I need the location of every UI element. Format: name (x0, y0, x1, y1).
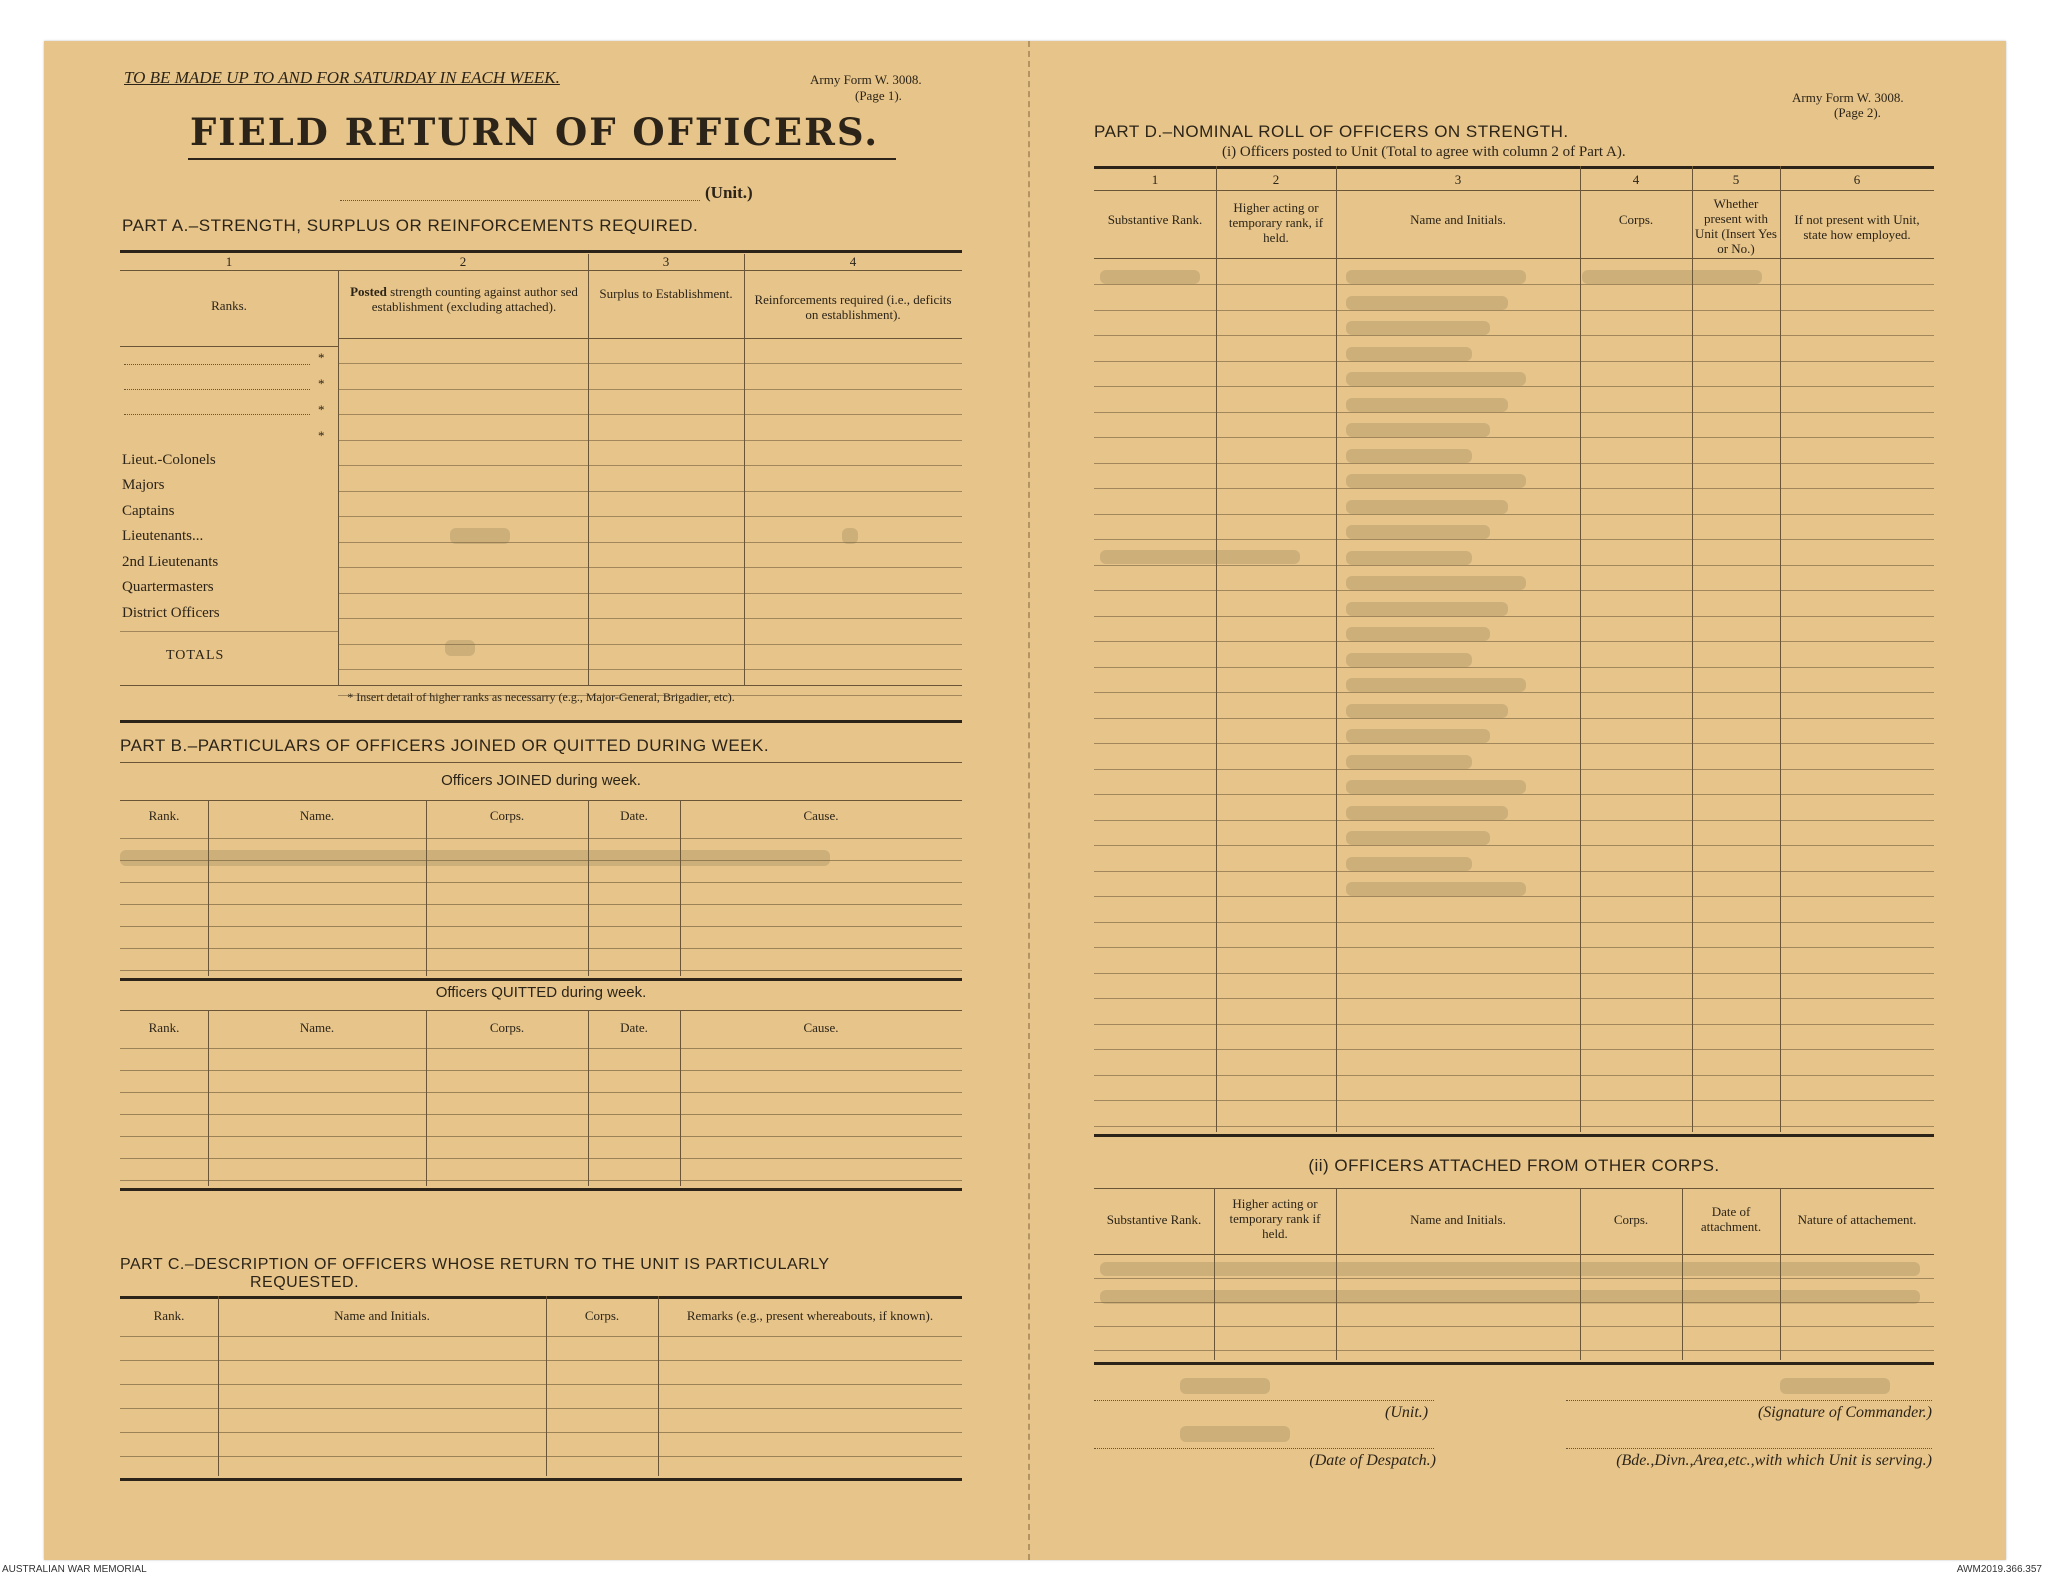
section-rule (120, 720, 962, 723)
column-header: Corps. (1613, 1212, 1649, 1227)
handwritten-entry (1346, 321, 1490, 335)
handwritten-entry (445, 640, 475, 656)
handwritten-entry (1346, 270, 1526, 284)
section-rule (120, 1478, 962, 1481)
col-divider (1336, 166, 1337, 1132)
part-d-rule (1094, 166, 1934, 169)
row-rule (120, 1048, 962, 1049)
row-rule (120, 1360, 962, 1361)
row-rule (120, 1136, 962, 1137)
row-rule (1094, 437, 1934, 438)
handwritten-entry (1346, 449, 1472, 463)
row-rule (120, 685, 962, 686)
column-header: Name. (299, 1020, 335, 1035)
row-rule (1094, 335, 1934, 336)
handwritten-entry (450, 528, 510, 544)
row-rule (120, 1432, 962, 1433)
col-number: 2 (1272, 172, 1280, 187)
row-rule (1094, 258, 1934, 259)
rank-label: Lieut.-Colonels (122, 452, 216, 468)
row-rule (1094, 973, 1934, 974)
column-header: Nature of attachement. (1797, 1212, 1917, 1227)
column-header: Name and Initials. (1410, 1212, 1506, 1227)
row-rule (338, 465, 962, 466)
row-rule (1094, 488, 1934, 489)
row-rule (338, 567, 962, 568)
column-header: Corps. (489, 1020, 525, 1035)
col-number: 4 (849, 254, 857, 269)
row-rule (120, 1408, 962, 1409)
row-rule (1094, 1126, 1934, 1127)
handwritten-entry (1346, 678, 1526, 692)
col-divider (680, 1010, 681, 1186)
footer-left: AUSTRALIAN WAR MEMORIAL (2, 1564, 147, 1575)
row-rule (120, 904, 962, 905)
row-rule (1094, 667, 1934, 668)
row-rule (338, 593, 962, 594)
row-rule (1094, 1024, 1934, 1025)
col-divider (338, 270, 339, 685)
row-rule (1094, 463, 1934, 464)
row-rule (120, 1070, 962, 1071)
footer-right: AWM2019.366.357 (1956, 1564, 2042, 1575)
col-reinforcements-header: Reinforcements required (i.e., deficits on establishment). (754, 292, 952, 322)
part-a-heading: PART A.–STRENGTH, SURPLUS OR REINFORCEMENTS REQUIRED. (122, 216, 699, 235)
column-header: Higher acting or temporary rank if held. (1229, 1196, 1321, 1241)
column-header: Remarks (e.g., present whereabouts, if known). (686, 1308, 934, 1323)
instruction-text: TO BE MADE UP TO AND FOR SATURDAY IN EACH WEEK. (124, 68, 560, 87)
row-rule (120, 1092, 962, 1093)
row-rule (120, 948, 962, 949)
col-number: 2 (459, 254, 467, 269)
row-rule (1094, 1075, 1934, 1076)
handwritten-entry (1346, 831, 1490, 845)
row-rule (338, 644, 962, 645)
row-rule (1094, 284, 1934, 285)
column-header: Corps. (1618, 212, 1654, 227)
serving-sign-line (1566, 1448, 1932, 1449)
row-rule (338, 542, 962, 543)
row-rule (1094, 794, 1934, 795)
row-rule (338, 669, 962, 670)
col-divider (588, 800, 589, 976)
handwritten-entry (1100, 270, 1200, 284)
row-rule (120, 270, 962, 271)
handwritten-entry (842, 528, 858, 544)
row-rule (1094, 641, 1934, 642)
column-header: Date. (620, 808, 648, 823)
col-number: 5 (1732, 172, 1740, 187)
section-rule (1094, 1134, 1934, 1137)
handwritten-entry (1346, 500, 1508, 514)
column-header: Cause. (803, 808, 839, 823)
form-number: Army Form W. 3008. (810, 72, 922, 87)
sig-despatch: (Date of Despatch.) (1309, 1452, 1436, 1469)
row-rule (1094, 922, 1934, 923)
commander-sign-line (1566, 1400, 1932, 1401)
page-number: (Page 1). (855, 88, 902, 103)
column-header: Date of attachment. (1700, 1204, 1762, 1234)
row-rule (338, 389, 962, 390)
col-divider (744, 254, 745, 685)
row-rule (120, 631, 338, 632)
row-rule (338, 363, 962, 364)
column-header: Name and Initials. (1410, 212, 1506, 227)
col-surplus-header: Surplus to Establishment. (599, 286, 733, 301)
quitted-heading: Officers QUITTED during week. (435, 984, 647, 1001)
row-rule (338, 491, 962, 492)
form-number-2: Army Form W. 3008. (1792, 90, 1904, 105)
row-rule (1094, 386, 1934, 387)
handwritten-entry (1346, 372, 1526, 386)
handwritten-entry (1346, 857, 1472, 871)
row-rule (1094, 590, 1934, 591)
col-divider (426, 1010, 427, 1186)
part-a-footnote: * Insert detail of higher ranks as necessarry (e.g., Major-General, Brigadier, etc). (347, 690, 735, 704)
col-divider (680, 800, 681, 976)
column-header: Whether present with Unit (Insert Yes or No.) (1695, 196, 1777, 256)
row-rule (1094, 845, 1934, 846)
handwritten-entry (120, 850, 830, 866)
despatch-sign-line (1094, 1448, 1434, 1449)
col-divider (588, 254, 589, 685)
row-rule (1094, 692, 1934, 693)
attached-heading: (ii) OFFICERS ATTACHED FROM OTHER CORPS. (1308, 1156, 1720, 1175)
row-rule (120, 1456, 962, 1457)
row-rule (1094, 616, 1934, 617)
col-number: 1 (1151, 172, 1159, 187)
row-rule (120, 970, 962, 971)
handwritten-entry (1346, 729, 1490, 743)
col-divider (1216, 166, 1217, 1132)
col-number: 3 (662, 254, 670, 269)
row-rule (1094, 743, 1934, 744)
posted-bold: Posted (350, 284, 387, 299)
col-number: 6 (1853, 172, 1861, 187)
part-a-rule (120, 250, 962, 253)
column-header: Cause. (803, 1020, 839, 1035)
totals-label: TOTALS (166, 648, 225, 663)
unit-sign-line (1094, 1400, 1434, 1401)
section-rule (120, 1296, 962, 1299)
column-header: Rank. (153, 1308, 185, 1323)
section-rule (1094, 1362, 1934, 1365)
title-underline (188, 158, 896, 160)
handwritten-entry (1346, 296, 1508, 310)
row-rule (1094, 1326, 1934, 1327)
row-rule (120, 926, 962, 927)
row-rule (1094, 998, 1934, 999)
row-rule (120, 1158, 962, 1159)
col-divider (1580, 166, 1581, 1132)
part-c-heading-2: REQUESTED. (250, 1274, 360, 1291)
row-rule (338, 414, 962, 415)
col-divider (208, 800, 209, 976)
col-ranks-header: Ranks. (211, 298, 247, 313)
row-rule (1094, 718, 1934, 719)
column-header: Substantive Rank. (1106, 1212, 1202, 1227)
handwritten-entry (1180, 1426, 1290, 1442)
joined-heading: Officers JOINED during week. (441, 772, 641, 789)
row-rule (1094, 539, 1934, 540)
row-rule (1094, 1254, 1934, 1255)
row-rule (120, 1336, 962, 1337)
column-header: Corps. (584, 1308, 620, 1323)
unit-label: (Unit.) (705, 183, 753, 202)
handwritten-entry (1180, 1378, 1270, 1394)
column-header: Substantive Rank. (1107, 212, 1203, 227)
section-rule (120, 978, 962, 981)
row-rule (120, 762, 962, 763)
handwritten-entry (1780, 1378, 1890, 1394)
row-rule (338, 440, 962, 441)
column-header: If not present with Unit, state how employed. (1794, 212, 1920, 242)
part-d-heading: PART D.–NOMINAL ROLL OF OFFICERS ON STRENGTH. (1094, 122, 1569, 141)
handwritten-entry (1346, 704, 1508, 718)
row-rule (1094, 820, 1934, 821)
row-rule (120, 1114, 962, 1115)
row-rule (338, 618, 962, 619)
row-rule (1094, 514, 1934, 515)
row-rule (338, 338, 962, 339)
page-number-2: (Page 2). (1834, 105, 1881, 120)
col-number: 3 (1454, 172, 1462, 187)
form-title: FIELD RETURN OF OFFICERS. (190, 110, 880, 154)
row-rule (1094, 412, 1934, 413)
row-rule (1094, 871, 1934, 872)
handwritten-entry (1346, 423, 1490, 437)
handwritten-entry (1346, 882, 1526, 896)
rank-label: Lieutenants... (122, 528, 204, 544)
handwritten-entry (1346, 576, 1526, 590)
col-number: 1 (225, 254, 233, 269)
row-rule (1094, 896, 1934, 897)
col-divider (426, 800, 427, 976)
row-rule (1094, 190, 1934, 191)
col-number: 4 (1632, 172, 1640, 187)
column-header: Higher acting or temporary rank, if held. (1228, 200, 1324, 245)
column-header: Date. (620, 1020, 648, 1035)
column-header: Rank. (148, 1020, 180, 1035)
handwritten-entry (1582, 270, 1762, 284)
handwritten-entry (1346, 398, 1508, 412)
row-rule (1094, 361, 1934, 362)
row-rule (1094, 1350, 1934, 1351)
rank-label: Majors (122, 477, 165, 493)
row-rule (1094, 565, 1934, 566)
row-rule (120, 1384, 962, 1385)
sig-unit: (Unit.) (1385, 1404, 1429, 1421)
handwritten-entry (1346, 525, 1490, 539)
handwritten-entry (1346, 780, 1526, 794)
handwritten-entry (1346, 602, 1508, 616)
sig-commander: (Signature of Commander.) (1757, 1404, 1932, 1421)
rank-label: Quartermasters (122, 579, 214, 595)
row-rule (1094, 310, 1934, 311)
col-divider (1692, 166, 1693, 1132)
handwritten-entry (1346, 627, 1490, 641)
row-rule (120, 1180, 962, 1181)
col-divider (208, 1010, 209, 1186)
column-header: Rank. (148, 808, 180, 823)
handwritten-entry (1346, 653, 1472, 667)
row-rule (1094, 1188, 1934, 1189)
row-rule (1094, 1049, 1934, 1050)
part-d-sub: (i) Officers posted to Unit (Total to agree with column 2 of Part A). (1222, 144, 1626, 160)
posted-rest: strength counting against author sed establishment (excluding attached). (371, 284, 578, 314)
col-posted-header (348, 284, 580, 314)
row-rule (1094, 947, 1934, 948)
blank-rank-line (124, 389, 310, 390)
handwritten-entry (1100, 1290, 1920, 1304)
rank-label: District Officers (122, 605, 220, 621)
col-divider (588, 1010, 589, 1186)
handwritten-entry (1346, 806, 1508, 820)
row-rule (1094, 1100, 1934, 1101)
handwritten-entry (1100, 1262, 1920, 1276)
sig-serving: (Bde.,Divn.,Area,etc.,with which Unit is serving.) (1616, 1452, 1932, 1469)
row-rule (120, 838, 962, 839)
rank-label: 2nd Lieutenants (122, 554, 219, 570)
column-header: Corps. (489, 808, 525, 823)
handwritten-entry (1346, 551, 1472, 565)
blank-rank-line (124, 414, 310, 415)
section-rule (120, 1188, 962, 1191)
blank-rank-line (124, 364, 310, 365)
part-b-heading: PART B.–PARTICULARS OF OFFICERS JOINED OR QUITTED DURING WEEK. (120, 736, 770, 755)
column-header: Name and Initials. (334, 1308, 430, 1323)
column-header: Name. (299, 808, 335, 823)
handwritten-entry (1346, 347, 1472, 361)
part-c-heading: PART C.–DESCRIPTION OF OFFICERS WHOSE RETURN TO THE UNIT IS PARTICULARLY (120, 1256, 830, 1273)
row-rule (1094, 769, 1934, 770)
row-rule (120, 800, 962, 801)
handwritten-entry (1346, 755, 1472, 769)
row-rule (120, 882, 962, 883)
rank-label: Captains (122, 503, 175, 519)
row-rule (120, 1010, 962, 1011)
unit-line (340, 200, 700, 201)
row-rule (338, 516, 962, 517)
col-divider (1780, 166, 1781, 1132)
handwritten-entry (1346, 474, 1526, 488)
row-rule (120, 346, 338, 347)
handwritten-entry (1100, 550, 1300, 564)
row-rule (1094, 1278, 1934, 1279)
